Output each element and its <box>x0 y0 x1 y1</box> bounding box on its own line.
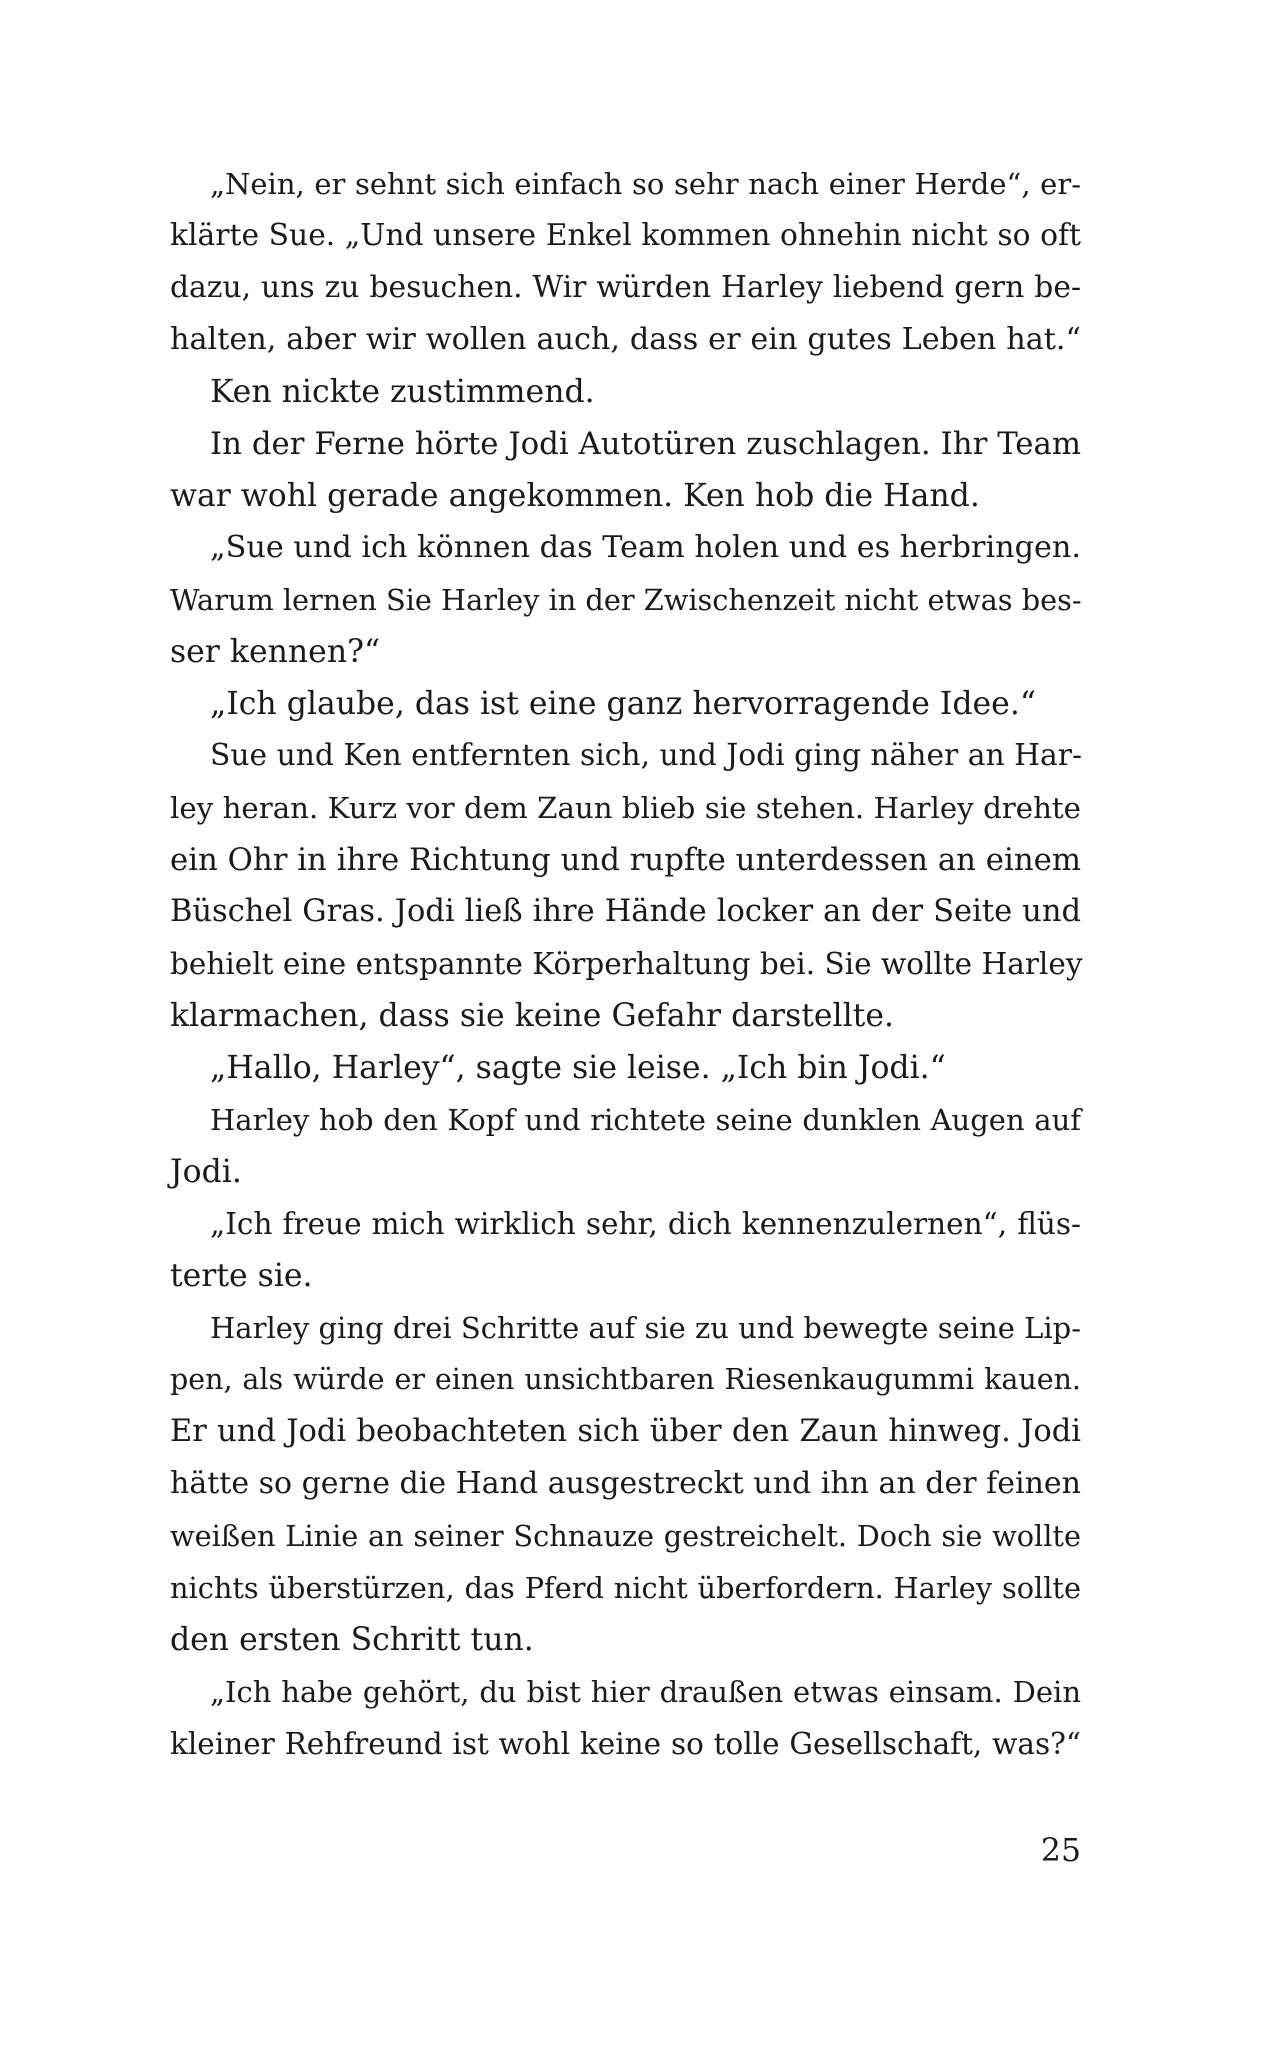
text-line: „Nein, er sehnt sich einfach so sehr nach einer Herde“, er- <box>210 167 1081 201</box>
text-line: klarmachen, dass sie keine Gefahr darstellte. <box>170 998 894 1034</box>
text-line: ser kennen?“ <box>170 634 381 670</box>
text-line: „Hallo, Harley“, sagte sie leise. „Ich bin Jodi.“ <box>210 1050 946 1086</box>
text-line: terte sie. <box>170 1258 313 1294</box>
text-line: Sue und Ken entfernten sich, und Jodi ging näher an Har- <box>210 738 1083 773</box>
text-line: hätte so gerne die Hand ausgestreckt und ihn an der feinen <box>170 1466 1081 1501</box>
text-line: kleiner Rehfreund ist wohl keine so tolle Gesellschaft, was?“ <box>170 1727 1081 1761</box>
text-line: weißen Linie an seiner Schnauze gestreichelt. Doch sie wollte <box>170 1519 1081 1553</box>
text-line: Büschel Gras. Jodi ließ ihre Hände locker an der Seite und <box>170 894 1081 929</box>
text-line: „Ich freue mich wirklich sehr, dich kennenzulernen“, flüs- <box>210 1207 1081 1241</box>
text-line: den ersten Schritt tun. <box>170 1622 534 1658</box>
text-line: „Ich glaube, das ist eine ganz hervorragende Idee.“ <box>210 686 1036 722</box>
text-line: Er und Jodi beobachteten sich über den Zaun hinweg. Jodi <box>170 1414 1081 1449</box>
text-line: behielt eine entspannte Körperhaltung bei. Sie wollte Harley <box>170 947 1083 981</box>
page-number: 25 <box>1040 1833 1081 1869</box>
text-line: Harley ging drei Schritte auf sie zu und bewegte seine Lip- <box>210 1311 1081 1345</box>
text-line: „Ich habe gehört, du bist hier draußen etwas einsam. Dein <box>210 1675 1081 1709</box>
text-line: pen, als würde er einen unsichtbaren Riesenkaugummi kauen. <box>170 1363 1081 1396</box>
text-line: dazu, uns zu besuchen. Wir würden Harley liebend gern be- <box>170 270 1081 305</box>
text-line: Warum lernen Sie Harley in der Zwischenzeit nicht etwas bes- <box>170 583 1082 617</box>
text-line: Harley hob den Kopf und richtete seine dunklen Augen auf <box>210 1103 1081 1137</box>
text-line: Jodi. <box>170 1154 242 1190</box>
text-line: ley heran. Kurz vor dem Zaun blieb sie stehen. Harley drehte <box>170 791 1081 825</box>
text-line: „Sue und ich können das Team holen und es herbringen. <box>210 530 1081 565</box>
text-line: ein Ohr in ihre Richtung und rupfte unterdessen an einem <box>170 842 1081 878</box>
text-line: Ken nickte zustimmend. <box>210 374 595 410</box>
text-line: nichts überstürzen, das Pferd nicht überfordern. Harley sollte <box>170 1571 1081 1605</box>
text-line: war wohl gerade angekommen. Ken hob die Hand. <box>170 478 980 514</box>
text-line: klärte Sue. „Und unsere Enkel kommen ohnehin nicht so oft <box>170 218 1081 253</box>
body-text <box>170 158 1081 1770</box>
text-line: halten, aber wir wollen auch, dass er ein gutes Leben hat.“ <box>170 322 1081 357</box>
text-line: In der Ferne hörte Jodi Autotüren zuschlagen. Ihr Team <box>210 426 1081 462</box>
